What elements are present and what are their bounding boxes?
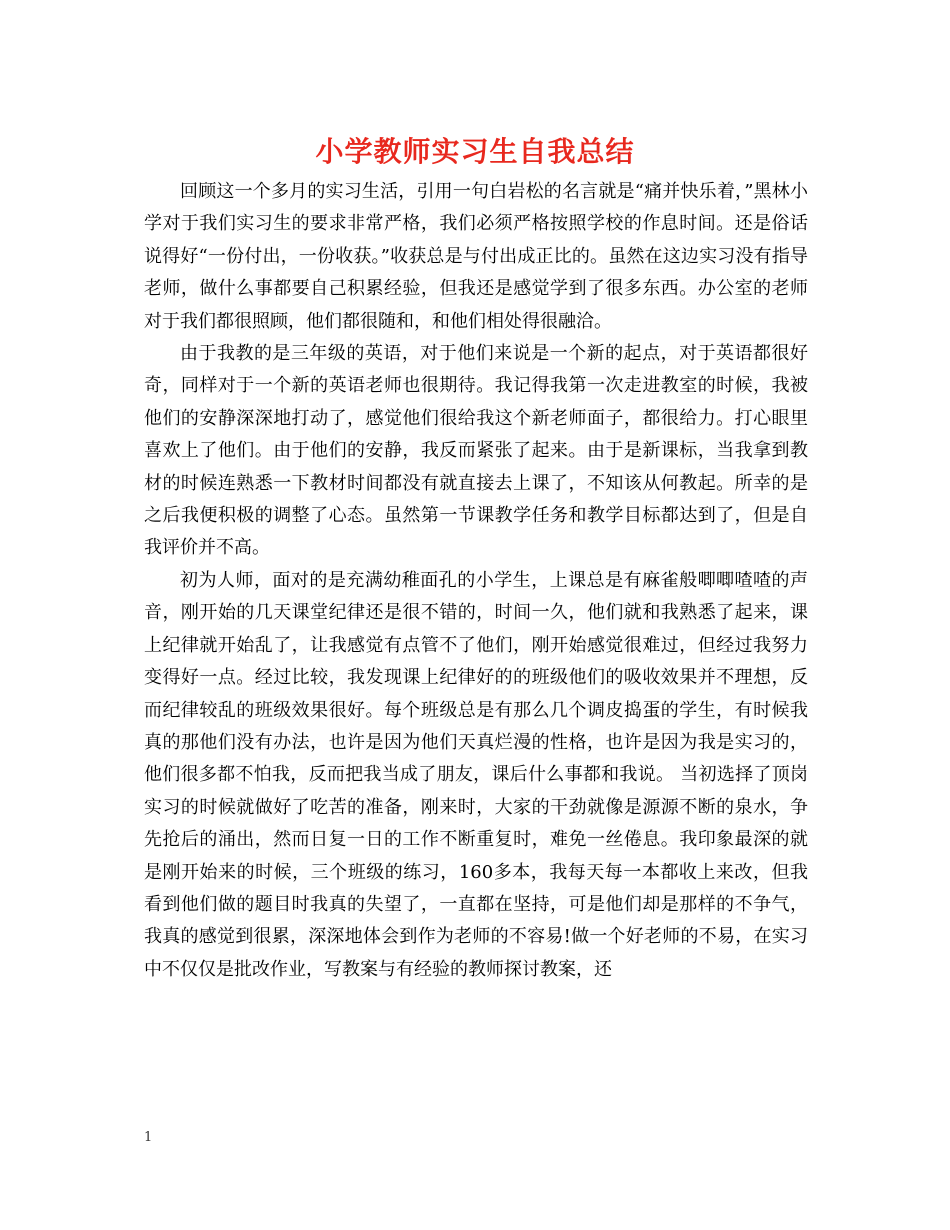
document-body xyxy=(144,176,808,986)
paragraph-3: 初为人师，面对的是充满幼稚面孔的小学生，上课总是有麻雀般唧唧喳喳的声音，刚开始的几天课堂纪律还是很不错的，时间一久，他们就和我熟悉了起来，课上纪律就开始乱了，让我感觉有点管不了他们，刚开始感觉很难过，但经过我努力变得好一点。经过比较，我发现课上纪律好的的班级他们的吸收效果并不理想，反而纪律较乱的班级效果很好。每个班级总是有那么几个调皮捣蛋的学生，有时候我真的那他们没有办法，也许是因为他们天真烂漫的性格，也许是因为我是实习的，他们很多都不怕我，反而把我当成了朋友，课后什么事都和我说。 当初选择了顶岗实习的时候就做好了吃苦的准备，刚来时，大家的干劲就像是源源不断的泉水，争先抢后的涌出，然而日复一日的工作不断重复时，难免一丝倦息。我印象最深的就是刚开始来的时候，三个班级的练习，160多本，我每天每一本都收上来改，但我看到他们做的题目时我真的失望了，一直都在坚持，可是他们却是那样的不争气，我真的感觉到很累，深深地体会到作为老师的不容易!做一个好老师的不易，在实习中不仅仅是批改作业，写教案与有经验的教师探讨教案，还 xyxy=(144,569,808,980)
paragraph-1: 回顾这一个多月的实习生活，引用一句白岩松的名言就是“痛并快乐着，”黑林小学对于我们实习生的要求非常严格，我们必须严格按照学校的作息时间。还是俗话说得好“一份付出，一份收获。”收获总是与付出成正比的。虽然在这边实习没有指导老师，做什么事都要自己积累经验，但我还是感觉学到了很多东西。办公室的老师对于我们都很照顾，他们都很随和，和他们相处得很融洽。 xyxy=(144,181,808,332)
page-number: 1 xyxy=(144,1130,153,1145)
paragraph-2: 由于我教的是三年级的英语，对于他们来说是一个新的起点，对于英语都很好奇，同样对于一个新的英语老师也很期待。我记得我第一次走进教室的时候，我被他们的安静深深地打动了，感觉他们很给我这个新老师面子，都很给力。打心眼里喜欢上了他们。由于他们的安静，我反而紧张了起来。由于是新课标，当我拿到教材的时候连熟悉一下教材时间都没有就直接去上课了，不知该从何教起。所幸的是之后我便积极的调整了心态。虽然第一节课教学任务和教学目标都达到了，但是自我评价并不高。 xyxy=(144,343,808,559)
document-title: 小学教师实习生自我总结 xyxy=(315,135,635,168)
